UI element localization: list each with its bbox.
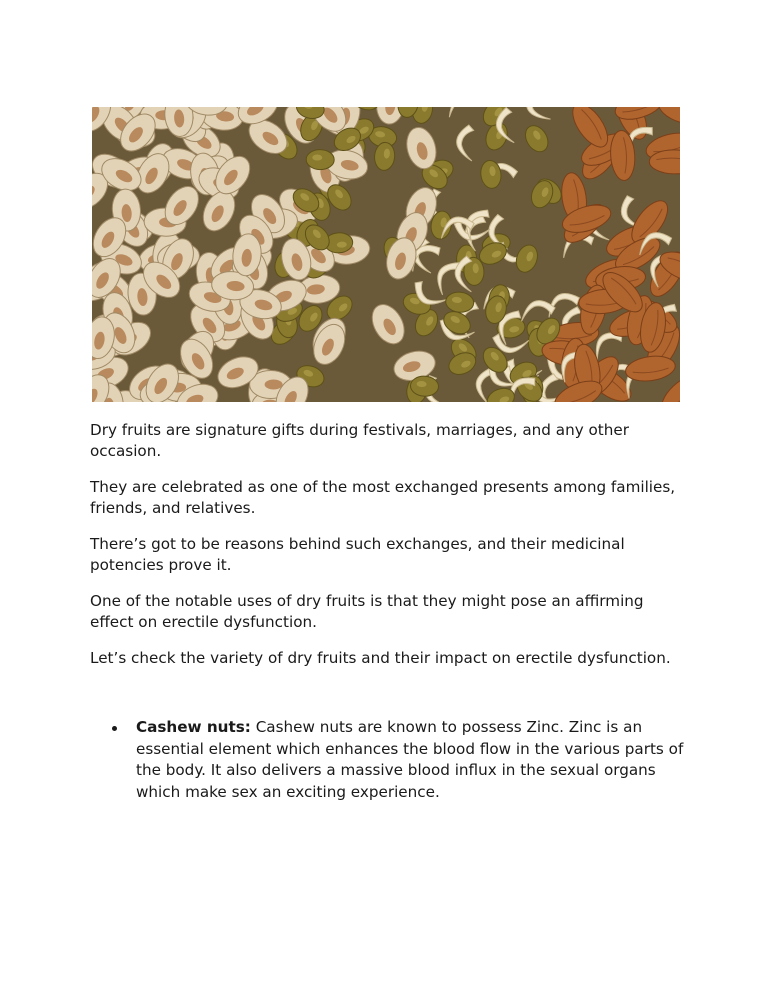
bullet-text: Cashew nuts are known to possess Zinc. Zinc is an essential element which enhances the blood flow in the various parts of the body. It also delivers a massive blood influx in the sexual organs which make sex an exciting experience. <box>136 718 684 801</box>
paragraph-5: Let’s check the variety of dry fruits and their impact on erectile dysfunction. <box>90 649 671 667</box>
dry-fruits-photo <box>92 107 680 402</box>
paragraph-1: Dry fruits are signature gifts during festivals, marriages, and any other occasion. <box>90 421 629 460</box>
bullet-term: Cashew nuts: <box>136 718 251 736</box>
bullet-list <box>90 717 690 803</box>
body-text <box>90 420 690 684</box>
paragraph-2: They are celebrated as one of the most exchanged presents among families, friends, and relatives. <box>90 478 676 517</box>
paragraph-4: One of the notable uses of dry fruits is that they might pose an affirming effect on erectile dysfunction. <box>90 592 644 631</box>
bullet-dot-icon <box>112 726 117 731</box>
paragraph-3: There’s got to be reasons behind such exchanges, and their medicinal potencies prove it. <box>90 535 625 574</box>
list-item <box>90 717 690 803</box>
